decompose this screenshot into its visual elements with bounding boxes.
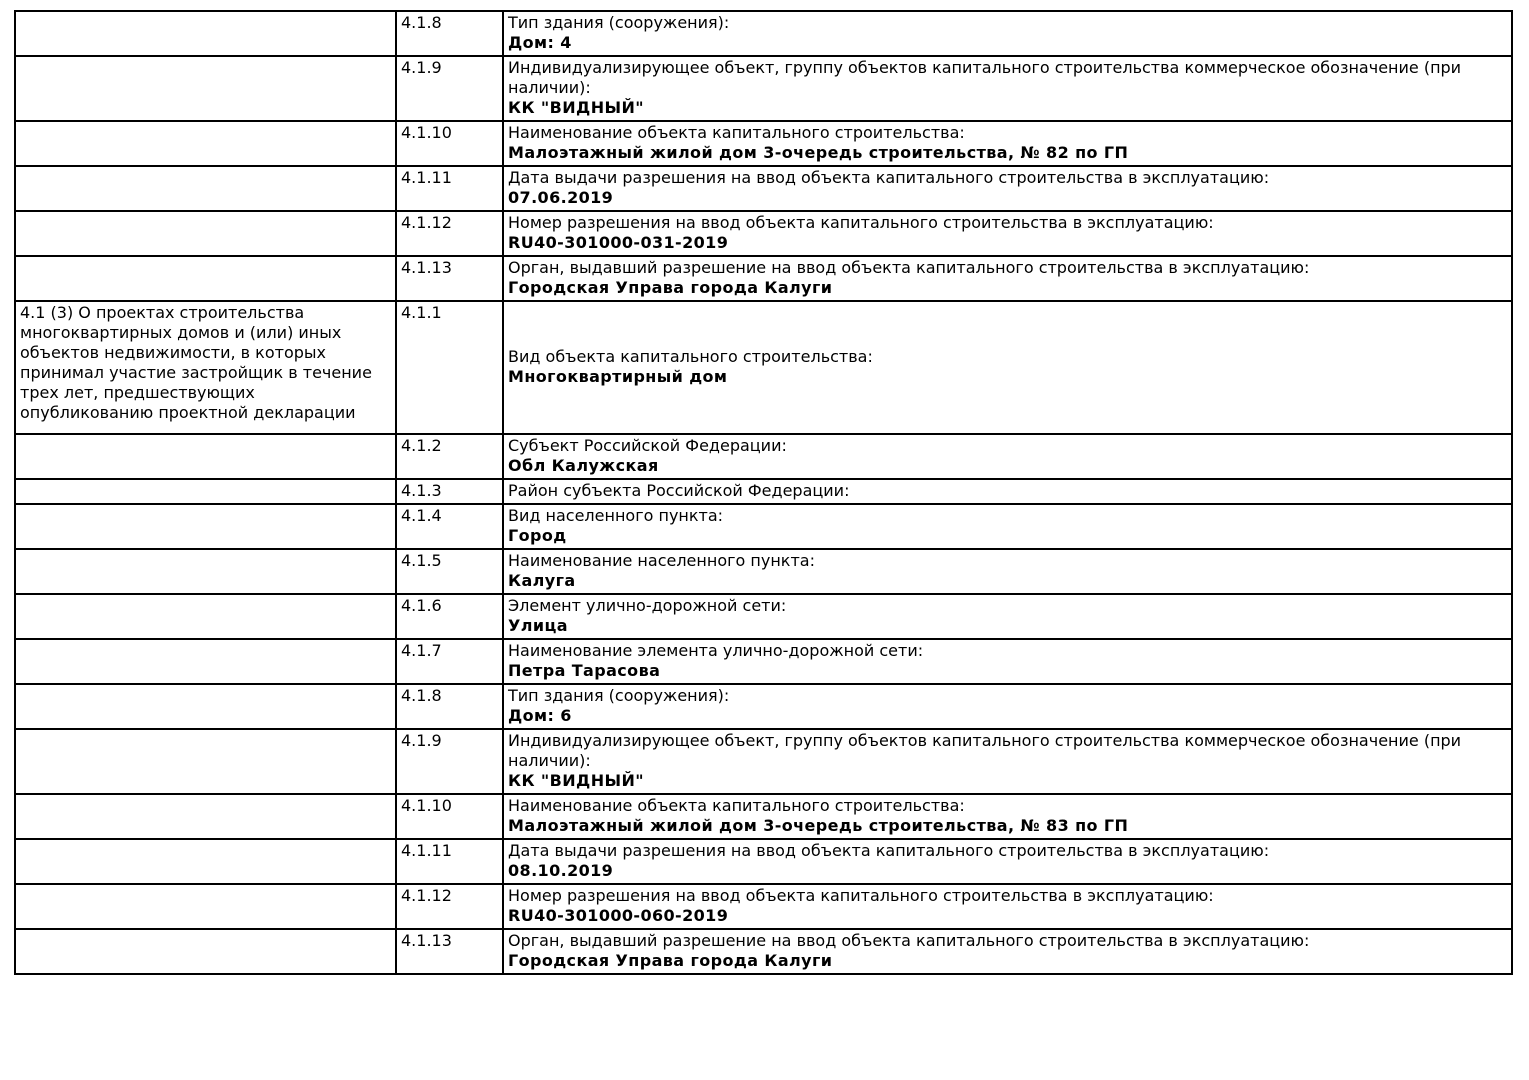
code-text: 4.1.9 (401, 731, 442, 750)
value-cell (503, 549, 1512, 594)
field-label: Район субъекта Российской Федерации: (508, 481, 850, 500)
section-cell (15, 11, 396, 56)
code-cell (396, 639, 503, 684)
code-cell (396, 56, 503, 121)
code-text: 4.1.7 (401, 641, 442, 660)
field-label: Наименование объекта капитального строительства: (508, 796, 965, 815)
field-label: Орган, выдавший разрешение на ввод объекта капитального строительства в эксплуатацию: (508, 258, 1310, 277)
table-row (15, 929, 1512, 974)
table-row (15, 301, 1512, 434)
section-cell (15, 794, 396, 839)
field-value: Малоэтажный жилой дом 3-очередь строительства, № 82 по ГП (508, 143, 1129, 162)
code-cell (396, 256, 503, 301)
code-cell (396, 434, 503, 479)
table-row (15, 211, 1512, 256)
code-text: 4.1.11 (401, 168, 452, 187)
field-label: Тип здания (сооружения): (508, 686, 730, 705)
field-label: Вид населенного пункта: (508, 506, 724, 525)
value-cell (503, 594, 1512, 639)
code-cell (396, 594, 503, 639)
code-text: 4.1.9 (401, 58, 442, 77)
section-cell (15, 549, 396, 594)
value-cell (503, 434, 1512, 479)
field-value: Многоквартирный дом (508, 367, 728, 386)
code-text: 4.1.8 (401, 686, 442, 705)
code-text: 4.1.13 (401, 258, 452, 277)
code-text: 4.1.5 (401, 551, 442, 570)
value-cell (503, 929, 1512, 974)
section-text: 4.1 (3) О проектах строительства многоквартирных домов и (или) иных объектов недвижимости, в которых принимал участие застройщик в течение трех лет, предшествующих опубликованию проектной декларации (20, 303, 372, 422)
declaration-table-body (15, 11, 1512, 974)
code-text: 4.1.10 (401, 796, 452, 815)
code-cell (396, 884, 503, 929)
code-text: 4.1.11 (401, 841, 452, 860)
code-text: 4.1.6 (401, 596, 442, 615)
field-label: Номер разрешения на ввод объекта капитального строительства в эксплуатацию: (508, 886, 1214, 905)
code-cell (396, 211, 503, 256)
section-cell (15, 729, 396, 794)
table-row (15, 256, 1512, 301)
code-cell (396, 549, 503, 594)
table-row (15, 594, 1512, 639)
field-label: Индивидуализирующее объект, группу объектов капитального строительства коммерческое обозначение (при наличии): (508, 731, 1462, 770)
value-cell (503, 121, 1512, 166)
table-row (15, 166, 1512, 211)
code-text: 4.1.1 (401, 303, 442, 322)
value-cell (503, 479, 1512, 504)
code-cell (396, 11, 503, 56)
value-cell (503, 504, 1512, 549)
field-label: Дата выдачи разрешения на ввод объекта капитального строительства в эксплуатацию: (508, 168, 1270, 187)
field-value: Город (508, 526, 567, 545)
section-cell (15, 884, 396, 929)
table-row (15, 56, 1512, 121)
field-value: Калуга (508, 571, 576, 590)
section-cell (15, 166, 396, 211)
table-row (15, 11, 1512, 56)
field-label: Номер разрешения на ввод объекта капитального строительства в эксплуатацию: (508, 213, 1214, 232)
value-cell (503, 56, 1512, 121)
table-row (15, 121, 1512, 166)
field-value: Петра Тарасова (508, 661, 661, 680)
table-row (15, 729, 1512, 794)
table-row (15, 549, 1512, 594)
code-cell (396, 301, 503, 434)
code-text: 4.1.10 (401, 123, 452, 142)
section-cell (15, 594, 396, 639)
code-text: 4.1.13 (401, 931, 452, 950)
value-cell (503, 884, 1512, 929)
value-cell (503, 256, 1512, 301)
field-value: Дом: 4 (508, 33, 572, 52)
field-value: КК "ВИДНЫЙ" (508, 771, 644, 790)
table-row (15, 684, 1512, 729)
value-cell (503, 839, 1512, 884)
code-text: 4.1.12 (401, 213, 452, 232)
value-cell (503, 729, 1512, 794)
section-cell (15, 504, 396, 549)
value-cell (503, 684, 1512, 729)
field-value: Улица (508, 616, 568, 635)
code-cell (396, 729, 503, 794)
value-cell (503, 11, 1512, 56)
code-text: 4.1.2 (401, 436, 442, 455)
code-cell (396, 839, 503, 884)
field-label: Субъект Российской Федерации: (508, 436, 787, 455)
section-cell (15, 256, 396, 301)
code-text: 4.1.8 (401, 13, 442, 32)
field-label: Дата выдачи разрешения на ввод объекта капитального строительства в эксплуатацию: (508, 841, 1270, 860)
field-label: Наименование элемента улично-дорожной сети: (508, 641, 924, 660)
field-value: Малоэтажный жилой дом 3-очередь строительства, № 83 по ГП (508, 816, 1129, 835)
code-cell (396, 504, 503, 549)
section-cell (15, 839, 396, 884)
value-cell (503, 794, 1512, 839)
field-label: Орган, выдавший разрешение на ввод объекта капитального строительства в эксплуатацию: (508, 931, 1310, 950)
field-value: Городская Управа города Калуги (508, 951, 833, 970)
declaration-table (14, 10, 1513, 975)
field-value: RU40-301000-031-2019 (508, 233, 729, 252)
code-text: 4.1.4 (401, 506, 442, 525)
table-row (15, 479, 1512, 504)
field-label: Индивидуализирующее объект, группу объектов капитального строительства коммерческое обозначение (при наличии): (508, 58, 1462, 97)
section-cell (15, 929, 396, 974)
table-row (15, 639, 1512, 684)
code-cell (396, 121, 503, 166)
field-label: Тип здания (сооружения): (508, 13, 730, 32)
table-row (15, 434, 1512, 479)
section-cell (15, 639, 396, 684)
code-cell (396, 794, 503, 839)
table-row (15, 884, 1512, 929)
field-value: Городская Управа города Калуги (508, 278, 833, 297)
section-cell (15, 684, 396, 729)
table-row (15, 504, 1512, 549)
field-value: RU40-301000-060-2019 (508, 906, 729, 925)
section-cell (15, 434, 396, 479)
code-cell (396, 929, 503, 974)
field-value: Дом: 6 (508, 706, 572, 725)
table-row (15, 839, 1512, 884)
section-cell (15, 479, 396, 504)
section-cell (15, 301, 396, 434)
value-cell (503, 301, 1512, 434)
field-value: 08.10.2019 (508, 861, 614, 880)
section-cell (15, 121, 396, 166)
value-cell (503, 166, 1512, 211)
field-label: Наименование объекта капитального строительства: (508, 123, 965, 142)
code-cell (396, 166, 503, 211)
section-cell (15, 211, 396, 256)
table-row (15, 794, 1512, 839)
code-cell (396, 684, 503, 729)
field-label: Вид объекта капитального строительства: (508, 347, 873, 366)
field-label: Наименование населенного пункта: (508, 551, 815, 570)
field-value: 07.06.2019 (508, 188, 614, 207)
value-cell (503, 639, 1512, 684)
field-label: Элемент улично-дорожной сети: (508, 596, 787, 615)
code-text: 4.1.12 (401, 886, 452, 905)
section-cell (15, 56, 396, 121)
field-value: КК "ВИДНЫЙ" (508, 98, 644, 117)
code-cell (396, 479, 503, 504)
field-value: Обл Калужская (508, 456, 659, 475)
value-cell (503, 211, 1512, 256)
code-text: 4.1.3 (401, 481, 442, 500)
